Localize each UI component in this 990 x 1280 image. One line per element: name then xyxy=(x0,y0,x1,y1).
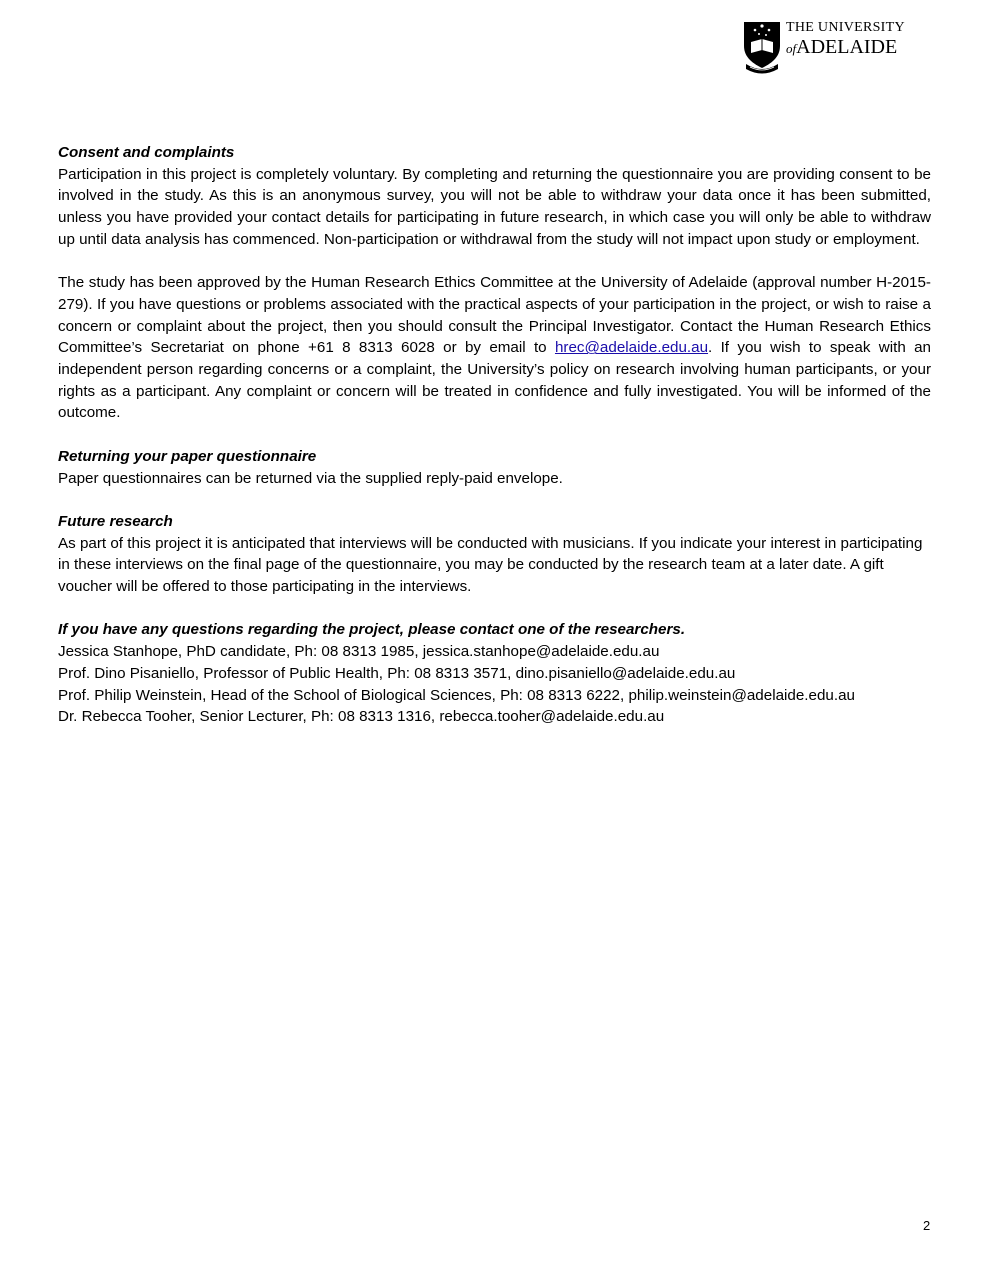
contact-line: Dr. Rebecca Tooher, Senior Lecturer, Ph: 08 8313 1316, rebecca.tooher@adelaide.edu.au xyxy=(58,708,665,726)
returning-section xyxy=(58,446,931,489)
contact-line: Prof. Philip Weinstein, Head of the School of Biological Sciences, Ph: 08 8313 6222, philip.weinstein@adelaide.edu.au xyxy=(58,686,855,704)
future-heading: Future research xyxy=(58,512,173,530)
page-number: 2 xyxy=(923,1218,931,1233)
ethics-paragraph xyxy=(58,272,931,424)
ethics-text-after: . If you wish to speak with an independent person regarding concerns or a complaint, the University’s policy on research involving human participants, or your rights as a participant. Any complaint or concern will be treated in confidence and fully investigated. You will be informed of the outcome. xyxy=(58,339,931,422)
logo-of: of xyxy=(786,41,797,56)
future-section xyxy=(58,511,931,598)
contact-line: Prof. Dino Pisaniello, Professor of Public Health, Ph: 08 8313 3571, dino.pisaniello@adelaide.edu.au xyxy=(58,664,736,682)
university-crest-icon xyxy=(742,20,782,74)
logo-adelaide: ADELAIDE xyxy=(796,36,898,58)
hrec-email-link[interactable]: hrec@adelaide.edu.au xyxy=(554,339,709,357)
returning-heading: Returning your paper questionnaire xyxy=(58,447,317,465)
logo-line-adelaide xyxy=(786,37,905,59)
consent-heading: Consent and complaints xyxy=(58,144,235,161)
contact-line: Jessica Stanhope, PhD candidate, Ph: 08 8313 1985, jessica.stanhope@adelaide.edu.au xyxy=(58,643,660,661)
document-body xyxy=(58,142,931,728)
contacts-heading: If you have any questions regarding the project, please contact one of the researchers. xyxy=(58,621,686,639)
university-logo xyxy=(742,20,910,74)
logo-line-university: THE UNIVERSITY xyxy=(786,20,905,35)
ethics-text-before: The study has been approved by the Human Research Ethics Committee at the University of Adelaide (approval number H-2015-279). If you have questions or problems associated with the practical aspects of your participation in the project, or wish to raise a concern or complaint about the project, then you should consult the Principal Investigator. Contact the Human Research Ethics Committee’s Secretariat on phone +61 8 8313 6028 or by email to xyxy=(58,274,931,357)
consent-paragraph: Participation in this project is completely voluntary. By completing and returning the questionnaire you are providing consent to be involved in the study. As this is an anonymous survey, you will not be able to withdraw your data once it has been submitted, unless you have provided your contact details for participating in future research, in which case you will only be able to withdraw up until data analysis has commenced. Non-participation or withdrawal from the study will not impact upon study or employment. xyxy=(58,165,931,248)
contacts-section xyxy=(58,619,931,728)
future-paragraph: As part of this project it is anticipated that interviews will be conducted with musicians. If you indicate your interest in participating in these interviews on the final page of the questionnaire, you may be conducted by the research team at a later date. A gift voucher will be offered to those participating in the interviews. xyxy=(58,534,923,596)
returning-paragraph: Paper questionnaires can be returned via the supplied reply-paid envelope. xyxy=(58,469,563,487)
logo-wordmark xyxy=(786,20,905,59)
consent-section xyxy=(58,142,931,424)
